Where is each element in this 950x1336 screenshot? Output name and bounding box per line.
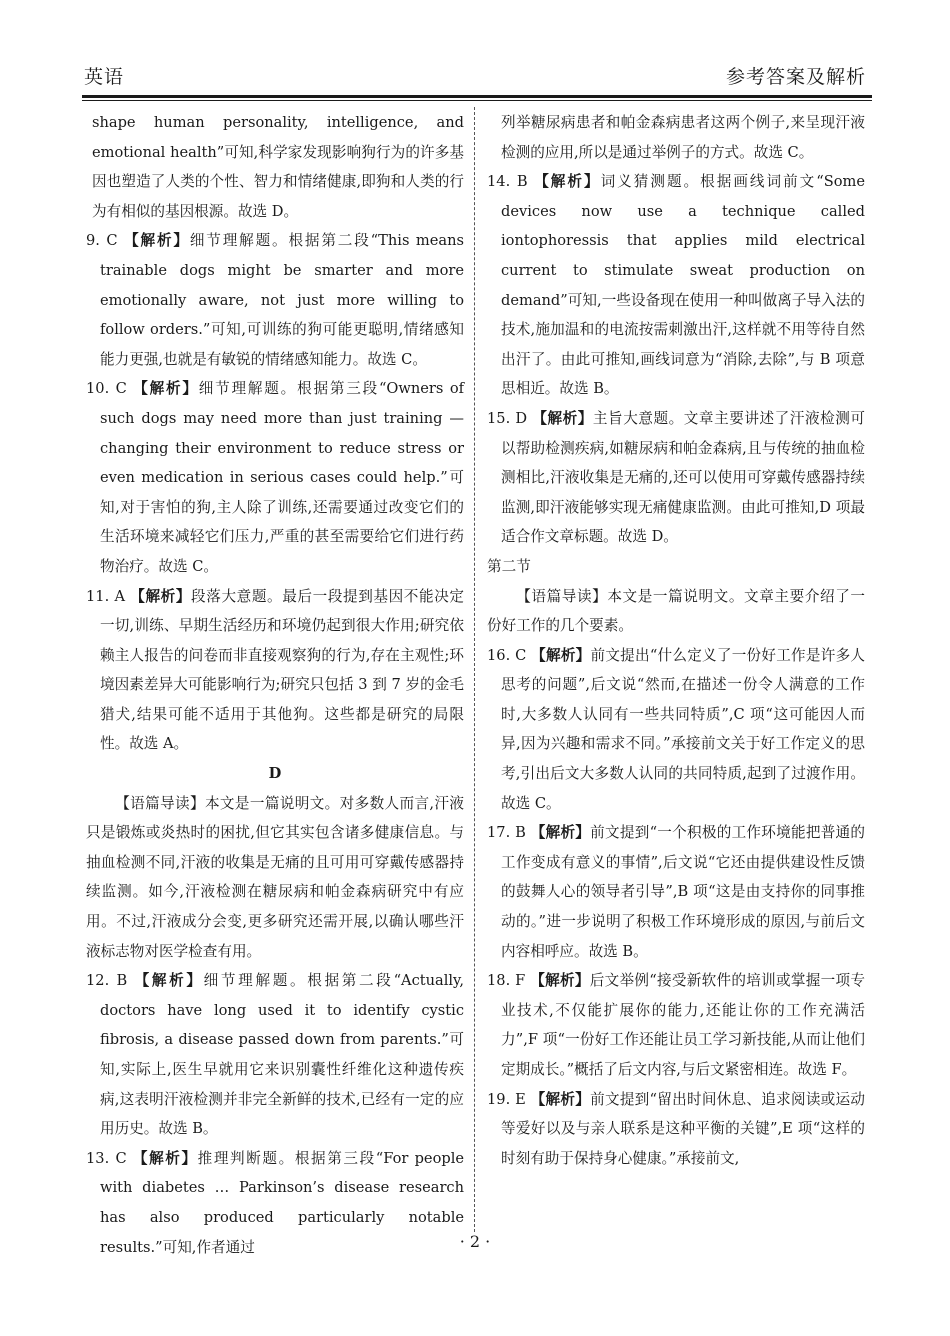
answer-item-12 xyxy=(86,966,464,1144)
answer-number: 10. C xyxy=(86,380,127,398)
answer-text: 主旨大意题。文章主要讲述了汗液检测可以帮助检测疾病,如糖尿病和帕金森病,且与传统的抽血检测相比,汗液收集是无痛的,还可以使用可穿戴传感器持续监测,即汗液能够实现无痛健康监测。由此可推知,D 项最适合作文章标题。故选 D。 xyxy=(501,409,865,546)
header-title: 参考答案及解析 xyxy=(725,66,866,88)
analysis-tag: 【解析】 xyxy=(530,1090,591,1108)
answer-item-19 xyxy=(487,1085,865,1174)
left-column xyxy=(86,108,464,1262)
answer-number: 11. A xyxy=(86,587,125,605)
analysis-tag: 【解析】 xyxy=(532,409,593,427)
answer-number: 13. C xyxy=(86,1149,127,1167)
passage-guide: 【语篇导读】本文是一篇说明文。文章主要介绍了一份好工作的几个要素。 xyxy=(487,587,865,635)
analysis-tag: 【解析】 xyxy=(530,824,591,842)
analysis-tag: 【解析】 xyxy=(530,972,590,990)
answer-text: 前文提到“一个积极的工作环境能把普通的工作变成有意义的事情”,后文说“它还由提供建设性反馈的鼓舞人心的领导者引导”,B 项“这是由支持你的同事推动的。”进一步说明了积极工作环境形成的原因,与前后文内容相呼应。故选 B。 xyxy=(501,824,865,960)
answer-item-15 xyxy=(487,404,865,552)
answer-number: 16. C xyxy=(487,646,527,664)
section-heading-2: 第二节 xyxy=(487,557,531,575)
analysis-tag: 【解析】 xyxy=(130,587,192,605)
header-rule-thin xyxy=(82,100,872,101)
answer-item-18 xyxy=(487,966,865,1084)
answer-number: 17. B xyxy=(487,824,526,842)
column-divider xyxy=(474,107,475,1232)
page-number: · 2 · xyxy=(459,1232,491,1251)
passage-guide: 【语篇导读】本文是一篇说明文。对多数人而言,汗液只是锻炼或炎热时的困扰,但它其实包含诸多健康信息。与抽血检测不同,汗液的收集是无痛的且可用可穿戴传感器持续监测。如今,汗液检测在糖尿病和帕金森病研究中有应用。不过,汗液成分会变,更多研究还需开展,以确认哪些汗液标志物对医学检查有用。 xyxy=(86,794,464,960)
analysis-tag: 【解析】 xyxy=(134,972,204,990)
answer-text: 推理判断题。根据第三段“For people with diabetes … Parkinson’s disease research has also produced particularly notable results.”可知,作者通过 xyxy=(100,1149,464,1256)
answer-item-10 xyxy=(86,374,464,581)
answer-number: 14. B xyxy=(487,173,528,191)
answer-text: 前文提出“什么定义了一份好工作是许多人思考的问题”,后文说“然而,在描述一份令人满意的工作时,大多数人认同有一些共同特质”,C 项“这可能因人而异,因为兴趣和需求不同。”承接前文关于好工作定义的思考,引出后文大多数人认同的共同特质,起到了过渡作用。故选 C。 xyxy=(501,646,865,812)
answer-item-14 xyxy=(487,167,865,404)
analysis-tag: 【解析】 xyxy=(531,646,591,664)
analysis-tag: 【解析】 xyxy=(534,173,601,191)
continued-paragraph: 列举糖尿病患者和帕金森病患者这两个例子,来呈现汗液检测的应用,所以是通过举例子的方式。故选 C。 xyxy=(501,114,865,161)
answer-number: 18. F xyxy=(487,972,526,990)
answer-text: 后文举例“接受新软件的培训或掌握一项专业技术,不仅能扩展你的能力,还能让你的工作充满活力”,F 项“一份好工作还能让员工学习新技能,从而让他们定期成长。”概括了后文内容,与后文紧密相连。故选 F。 xyxy=(501,972,865,1078)
answer-text: 细节理解题。根据第三段“Owners of such dogs may need more than just training — changing their environment to reduce stress or even medication in serious cases could help.”可知,对于害怕的狗,主人除了训练,还需要通过改变它们的生活环境来减轻它们压力,严重的甚至需要给它们进行药物治疗。故选 C。 xyxy=(100,380,465,575)
answer-number: 19. E xyxy=(487,1090,526,1108)
analysis-tag: 【解析】 xyxy=(133,380,199,398)
header-rule-thick xyxy=(82,95,872,98)
answer-text: 细节理解题。根据第二段“Actually, doctors have long used it to identify cystic fibrosis, a disease passed down from parents.”可知,实际上,医生早就用它来识别囊性纤维化这种遗传疾病,这表明汗液检测并非完全新鲜的技术,已经有一定的应用历史。故选 B。 xyxy=(100,972,464,1138)
answer-text: 细节理解题。根据第二段“This means trainable dogs might be smarter and more emotionally aware, not just more willing to follow orders.”可知,可训练的狗可能更聪明,情绪感知能力更强,也就是有敏锐的情绪感知能力。故选 C。 xyxy=(100,232,464,368)
answer-text: 段落大意题。最后一段提到基因不能决定一切,训练、早期生活经历和环境仍起到很大作用;研究依赖主人报告的问卷而非直接观察狗的行为,存在主观性;环境因素差异大可能影响行为;研究只包括 3 到 7 岁的金毛猎犬,结果可能不适用于其他狗。这些都是研究的局限性。故选 A。 xyxy=(100,587,464,753)
answer-number: 12. B xyxy=(86,972,128,990)
answer-text: 前文提到“留出时间休息、追求阅读或运动等爱好以及与亲人联系是这种平衡的关键”,E 项“这样的时刻有助于保持身心健康。”承接前文, xyxy=(501,1090,865,1167)
answer-item-16 xyxy=(487,641,865,819)
answer-item-11 xyxy=(86,582,464,760)
continued-paragraph: shape human personality, intelligence, and emotional health”可知,科学家发现影响狗行为的许多基因也塑造了人类的个性、智力和情绪健康,即狗和人类的行为有相似的基因根源。故选 D。 xyxy=(92,114,464,220)
analysis-tag: 【解析】 xyxy=(132,1149,198,1167)
answer-text: 词义猜测题。根据画线词前文“Some devices now use a technique called iontophoressis that applies mild electrical current to stimulate sweat production on demand”可知,一些设备现在使用一种叫做离子导入法的技术,施加温和的电流按需刺激出汗,这样就不用等待自然出汗了。由此可推知,画线词意为“消除,去除”,与 B 项意思相近。故选 B。 xyxy=(501,173,865,398)
right-column xyxy=(487,108,865,1173)
analysis-tag: 【解析】 xyxy=(124,232,190,250)
answer-item-17 xyxy=(487,818,865,966)
answer-number: 9. C xyxy=(86,232,118,250)
header-subject: 英语 xyxy=(84,66,125,88)
answer-item-9 xyxy=(86,226,464,374)
section-heading-d: D xyxy=(268,765,282,783)
answer-number: 15. D xyxy=(487,409,528,427)
